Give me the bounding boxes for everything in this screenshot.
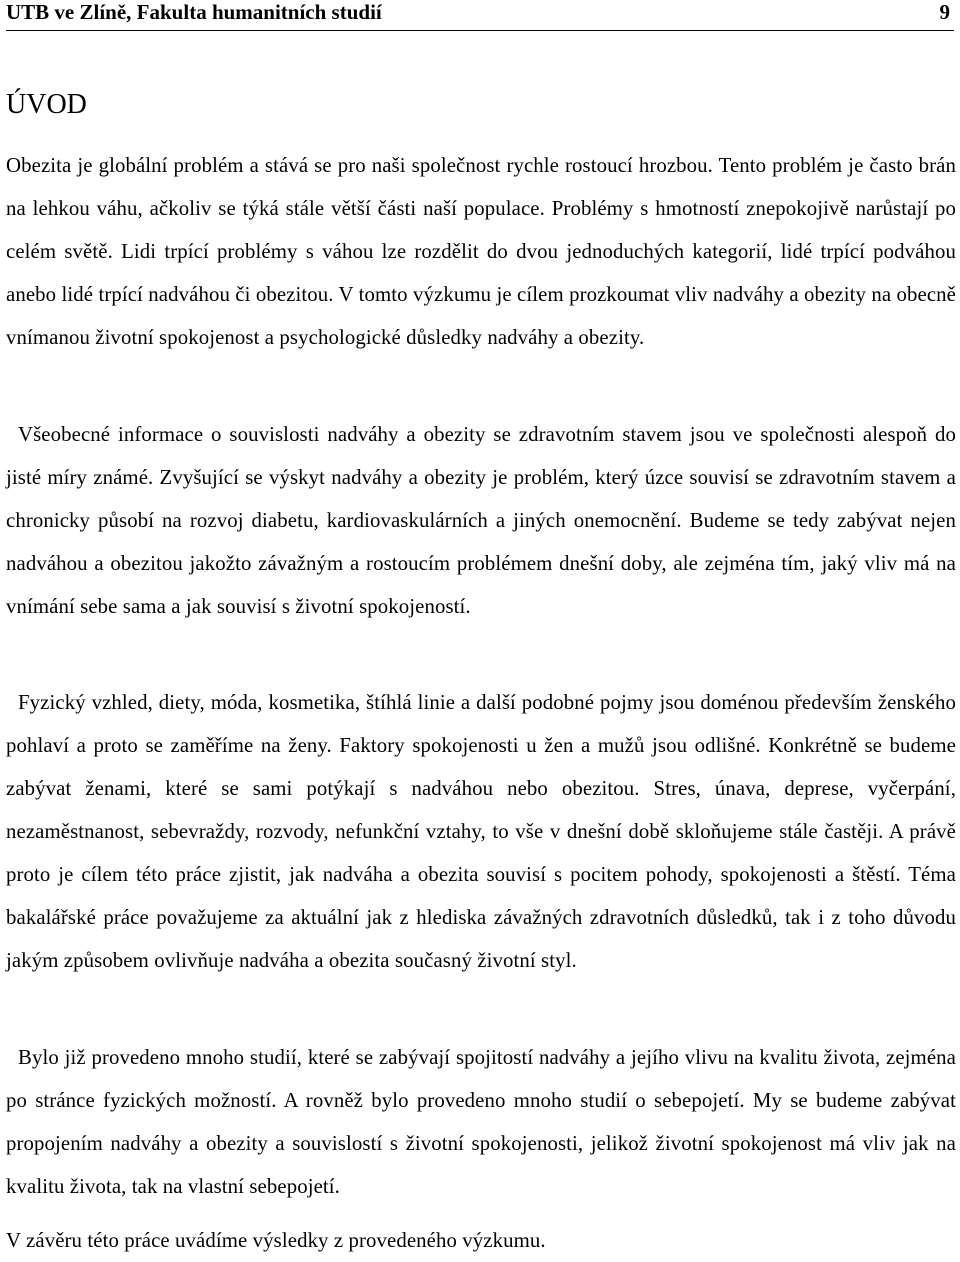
paragraph-1: Obezita je globální problém a stává se pro naši společnost rychle rostoucí hrozbou. Tento problém je často brán na lehkou váhu, ačkoliv se týká stále větší části naší populace. Problémy s hmotností znepokojivě narůstají po celém světě. Lidi trpící problémy s váhou lze rozdělit do dvou jednoduchých kategorií, lidé trpící podváhou anebo lidé trpící nadváhou či obezitou. V tomto výzkumu je cílem prozkoumat vliv nadváhy a obezity na obecně vnímanou životní spokojenost a psychologické důsledky nadváhy a obezity. bbox=[6, 154, 956, 349]
paragraph-2: Všeobecné informace o souvislosti nadváhy a obezity se zdravotním stavem jsou ve společnosti alespoň do jisté míry známé. Zvyšující se výskyt nadváhy a obezity je problém, který úzce souvisí se zdravotním stavem a chronicky působí na rozvoj diabetu, kardiovaskulárních a jiných onemocnění. Budeme se tedy zabývat nejen nadváhou a obezitou jakožto závažným a rostoucím problémem dnešní doby, ale zejména tím, jaký vliv má na vnímání sebe sama a jak souvisí s životní spokojeností. bbox=[6, 423, 956, 618]
paragraph-4: Bylo již provedeno mnoho studií, které se zabývají spojitostí nadváhy a jejího vlivu na kvalitu života, zejména po stránce fyzických možností. A rovněž bylo provedeno mnoho studií o sebepojetí. My se budeme zabývat propojením nadváhy a obezity a souvislostí s životní spokojenosti, jelikož životní spokojenost má vliv jak na kvalitu života, tak na vlastní sebepojetí. bbox=[6, 1046, 956, 1198]
section-title: ÚVOD bbox=[6, 89, 87, 120]
page-number: 9 bbox=[939, 0, 950, 24]
header-institution: UTB ve Zlíně, Fakulta humanitních studií bbox=[6, 0, 382, 24]
page-header bbox=[6, 0, 954, 31]
paragraph-5: V závěru této práce uvádíme výsledky z provedeného výzkumu. bbox=[6, 1229, 546, 1252]
paragraph-3: Fyzický vzhled, diety, móda, kosmetika, štíhlá linie a další podobné pojmy jsou doménou především ženského pohlaví a proto se zaměříme na ženy. Faktory spokojenosti u žen a mužů jsou odlišné. Konkrétně se budeme zabývat ženami, které se sami potýkají s nadváhou nebo obezitou. Stres, únava, deprese, vyčerpání, nezaměstnanost, sebevraždy, rozvody, nefunkční vztahy, to vše v dnešní době skloňujeme stále častěji. A právě proto je cílem této práce zjistit, jak nadváha a obezita souvisí s pocitem pohody, spokojenosti a štěstí. Téma bakalářské práce považujeme za aktuální jak z hlediska závažných zdravotních důsledků, tak i z toho důvodu jakým způsobem ovlivňuje nadváha a obezita současný životní styl. bbox=[6, 691, 956, 972]
